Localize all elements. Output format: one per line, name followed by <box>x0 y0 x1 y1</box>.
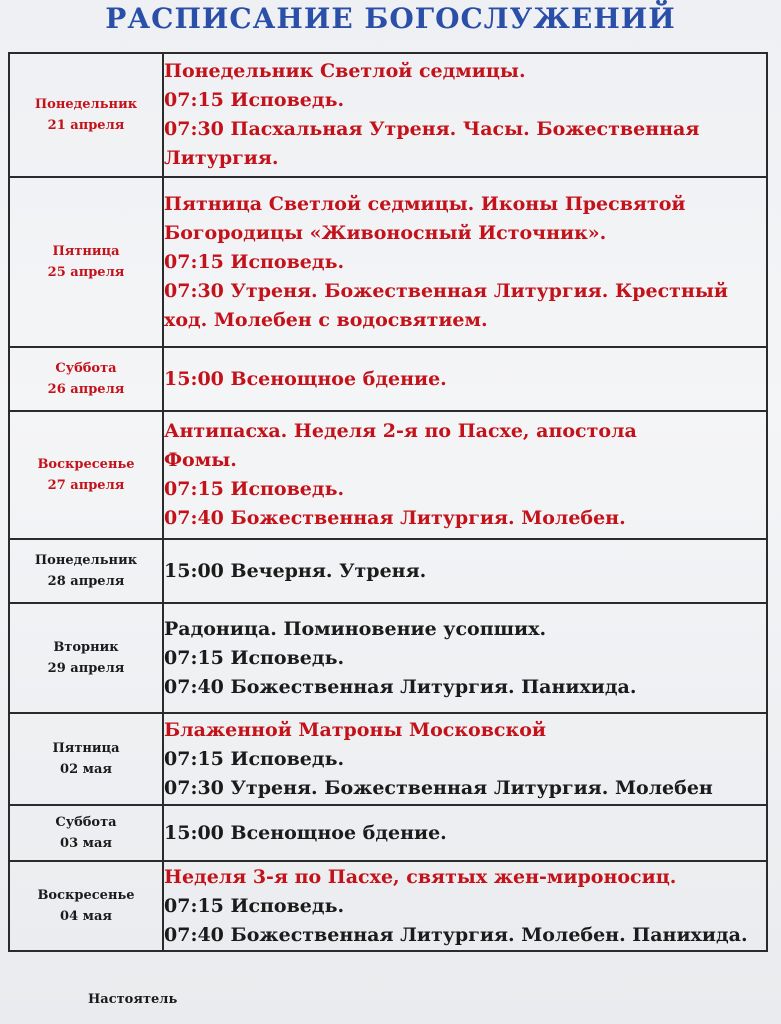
service-line: Блаженной Матроны Московской <box>164 718 546 741</box>
service-line: 07:40 Божественная Литургия. Молебен. <box>164 507 626 529</box>
events-cell <box>163 603 767 713</box>
service-line: 07:15 Исповедь. <box>164 89 345 111</box>
schedule-row <box>9 411 767 539</box>
date-cell <box>9 539 163 603</box>
date-cell <box>9 713 163 805</box>
events-cell <box>163 411 767 539</box>
events-cell <box>163 177 767 347</box>
service-line: 07:40 Божественная Литургия. Молебен. Панихида. <box>164 923 748 946</box>
service-line: 07:30 Пасхальная Утреня. Часы. Божественная <box>164 118 700 140</box>
events-cell <box>163 805 767 861</box>
schedule-row <box>9 53 767 177</box>
schedule-row <box>9 177 767 347</box>
schedule-row <box>9 861 767 951</box>
weekday-label: Воскресенье <box>37 888 135 903</box>
events-cell <box>163 53 767 177</box>
date-label: 28 апреля <box>47 574 125 589</box>
date-label: 25 апреля <box>47 265 125 280</box>
service-line: Неделя 3-я по Пасхе, святых жен-мироносиц. <box>164 865 677 888</box>
date-cell <box>9 177 163 347</box>
service-line: Богородицы «Живоносный Источник». <box>164 221 607 244</box>
weekday-label: Суббота <box>55 361 117 376</box>
weekday-label: Понедельник <box>34 97 138 112</box>
date-cell <box>9 411 163 539</box>
date-label: 04 мая <box>60 909 112 924</box>
service-line: Радоница. Поминовение усопших. <box>164 617 547 640</box>
date-cell <box>9 53 163 177</box>
service-line: 07:15 Исповедь. <box>164 250 345 273</box>
service-line: 15:00 Вечерня. Утреня. <box>164 559 427 582</box>
date-cell <box>9 603 163 713</box>
service-line: 07:15 Исповедь. <box>164 747 345 770</box>
date-label: 29 апреля <box>47 661 125 676</box>
rector-label: Настоятель <box>88 992 178 1007</box>
events-cell <box>163 539 767 603</box>
events-cell <box>163 713 767 805</box>
service-line: 15:00 Всенощное бдение. <box>164 821 447 844</box>
date-cell <box>9 347 163 411</box>
service-line: Понедельник Светлой седмицы. <box>164 60 526 82</box>
service-line: 07:40 Божественная Литургия. Панихида. <box>164 675 637 698</box>
weekday-label: Вторник <box>53 640 119 655</box>
service-line: 07:30 Утреня. Божественная Литургия. Молебен <box>164 776 713 799</box>
service-line: Фомы. <box>164 449 237 471</box>
events-cell <box>163 861 767 951</box>
service-line: 07:30 Утреня. Божественная Литургия. Крестный <box>164 279 728 302</box>
date-cell <box>9 805 163 861</box>
schedule-row <box>9 347 767 411</box>
weekday-label: Пятница <box>52 244 120 259</box>
schedule-row <box>9 539 767 603</box>
service-line: Пятница Светлой седмицы. Иконы Пресвятой <box>164 192 686 215</box>
service-line: 07:15 Исповедь. <box>164 646 345 669</box>
service-line: ход. Молебен с водосвятием. <box>164 308 488 331</box>
date-label: 26 апреля <box>47 382 125 397</box>
weekday-label: Суббота <box>55 815 117 830</box>
date-cell <box>9 861 163 951</box>
service-line: Антипасха. Неделя 2-я по Пасхе, апостола <box>164 420 637 442</box>
schedule-rows <box>9 53 767 951</box>
date-label: 27 апреля <box>47 478 125 493</box>
service-line: Литургия. <box>164 147 279 169</box>
schedule-row <box>9 805 767 861</box>
schedule-table <box>8 52 768 952</box>
date-label: 02 мая <box>60 762 112 777</box>
weekday-label: Пятница <box>52 741 120 756</box>
date-label: 03 мая <box>60 836 112 851</box>
date-label: 21 апреля <box>47 118 125 133</box>
page-title: РАСПИСАНИЕ БОГОСЛУЖЕНИЙ <box>105 2 676 35</box>
schedule-row <box>9 603 767 713</box>
events-cell <box>163 347 767 411</box>
schedule-row <box>9 713 767 805</box>
service-line: 07:15 Исповедь. <box>164 894 345 917</box>
service-line: 07:15 Исповедь. <box>164 478 345 500</box>
weekday-label: Понедельник <box>34 553 138 568</box>
weekday-label: Воскресенье <box>37 457 135 472</box>
service-line: 15:00 Всенощное бдение. <box>164 367 447 390</box>
